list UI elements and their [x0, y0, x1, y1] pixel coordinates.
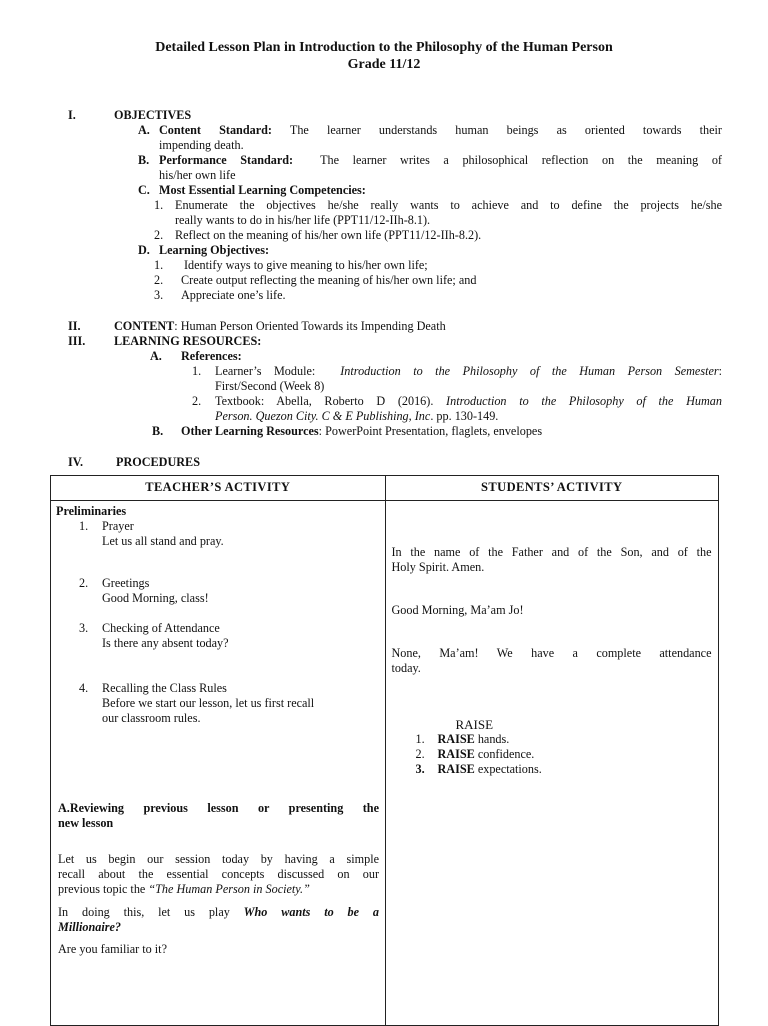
students-activity-cell [385, 501, 719, 1026]
prayer-label: Prayer [102, 519, 134, 533]
learning-objective-2-number: 2. [154, 273, 164, 287]
document-title: Detailed Lesson Plan in Introduction to the Philosophy of the Human Person [155, 40, 613, 55]
reference-1-post: : [718, 364, 723, 378]
students-attendance-2: today. [391, 661, 421, 675]
other-resources-text: : PowerPoint Presentation, flaglets, envelopes [318, 424, 543, 438]
reference-2 [215, 394, 722, 409]
content-standard-text: The learner understands human beings as oriented towards their [289, 123, 722, 137]
references-letter: A. [150, 349, 162, 363]
raise-item-2: RAISE confidence. [437, 747, 535, 761]
students-prayer-2: Holy Spirit. Amen. [391, 560, 485, 574]
reference-1-line2: First/Second (Week 8) [215, 379, 325, 393]
learning-objectives-label: Learning Objectives: [159, 243, 270, 257]
section-i-heading: OBJECTIVES [114, 108, 192, 122]
competency-1-number: 1. [154, 198, 164, 212]
students-attendance-1: None, Ma’am! We have a complete attendance [391, 646, 712, 660]
reference-2-pages: . pp. 130-149. [430, 409, 499, 423]
section-iii-heading: LEARNING RESOURCES: [114, 334, 262, 348]
attendance-question: Is there any absent today? [102, 636, 229, 650]
procedures-table [50, 475, 719, 1026]
competency-2-number: 2. [154, 228, 164, 242]
competency-1-text-2: really wants to do in his/her life (PPT11/12-IIh-8.1). [175, 213, 431, 227]
review-paragraph-1: Let us begin our session today by having a simple [58, 852, 379, 866]
raise-item-1: RAISE hands. [437, 732, 510, 746]
content-label: CONTENT [114, 319, 175, 333]
students-greeting: Good Morning, Ma’am Jo! [391, 603, 524, 617]
teacher-activity-cell [51, 501, 386, 1026]
review-paragraph-3: previous topic the “The Human Person in Society.” [58, 882, 310, 896]
attendance-number: 3. [79, 621, 89, 635]
previous-topic-title: “The Human Person in Society.” [148, 882, 310, 896]
teacher-activity-header: TEACHER’S ACTIVITY [51, 476, 386, 501]
content-line [114, 319, 446, 334]
section-ii-number: II. [68, 319, 81, 333]
learning-objective-3-text: Appreciate one’s life. [181, 288, 286, 302]
greetings-number: 2. [79, 576, 89, 590]
class-rules-label: Recalling the Class Rules [102, 681, 227, 695]
content-standard-label: Content Standard: [159, 123, 272, 137]
review-lesson-heading-2: new lesson [58, 816, 114, 830]
review-paragraph-2: recall about the essential concepts discussed on our [58, 867, 379, 881]
learning-objective-1-text: Identify ways to give meaning to his/her own life; [184, 258, 428, 272]
class-rules-text-2: our classroom rules. [102, 711, 201, 725]
reference-1-number: 1. [192, 364, 202, 378]
objective-a-letter: A. [138, 123, 150, 137]
reference-1-title: Introduction to the Philosophy of the Human Person Semester [340, 364, 719, 378]
raise-heading: RAISE [455, 717, 494, 732]
game-intro: In doing this, let us play Who wants to be a [58, 905, 379, 919]
content-standard [159, 123, 722, 138]
other-resources-line [181, 424, 542, 439]
performance-standard-text: The learner writes a philosophical reflection on the meaning of [320, 153, 722, 167]
learning-objective-2-text: Create output reflecting the meaning of his/her own life; and [181, 273, 477, 287]
review-lesson-heading: A.Reviewing previous lesson or presenting the [58, 801, 379, 815]
preliminaries-heading: Preliminaries [56, 504, 127, 518]
competency-2-text: Reflect on the meaning of his/her own life (PPT11/12-IIh-8.2). [175, 228, 482, 242]
raise-item-1-number: 1. [415, 732, 425, 746]
reference-1 [215, 364, 722, 379]
prayer-number: 1. [79, 519, 89, 533]
objective-d-letter: D. [138, 243, 150, 257]
other-resources-letter: B. [152, 424, 164, 438]
reference-2-publisher: Person. Quezon City. C & E Publishing, Inc [215, 409, 431, 423]
section-iv-heading: PROCEDURES [116, 455, 200, 469]
game-title-2: Millionaire? [58, 920, 121, 934]
section-iii-number: III. [68, 334, 86, 348]
reference-2-title: Introduction to the Philosophy of the Human [446, 394, 722, 408]
students-activity-header: STUDENTS’ ACTIVITY [385, 476, 719, 501]
learning-objective-3-number: 3. [154, 288, 164, 302]
learning-objective-1-number: 1. [154, 258, 164, 272]
section-iv-number: IV. [68, 455, 84, 469]
other-resources-label: Other Learning Resources [181, 424, 319, 438]
references-label: References: [181, 349, 242, 363]
performance-standard [159, 153, 722, 168]
raise-item-2-number: 2. [415, 747, 425, 761]
reference-2-line2 [215, 409, 498, 424]
greetings-label: Greetings [102, 576, 150, 590]
reference-2-pre: Textbook: Abella, Roberto D (2016). [215, 394, 434, 408]
students-prayer-1: In the name of the Father and of the Son, and of the [391, 545, 712, 559]
prayer-instruction: Let us all stand and pray. [102, 534, 224, 548]
attendance-label: Checking of Attendance [102, 621, 220, 635]
game-title: Who wants to be a [243, 905, 379, 919]
content-text: : Human Person Oriented Towards its Impending Death [174, 319, 446, 333]
competency-1-text: Enumerate the objectives he/she really wants to achieve and to define the projects he/she [175, 198, 722, 212]
document-grade: Grade 11/12 [347, 57, 421, 72]
performance-standard-label: Performance Standard: [159, 153, 294, 167]
class-rules-text-1: Before we start our lesson, let us first recall [102, 696, 315, 710]
reference-1-pre: Learner’s Module: [215, 364, 316, 378]
objective-c-letter: C. [138, 183, 150, 197]
raise-item-3: RAISE expectations. [437, 762, 542, 776]
objective-b-letter: B. [138, 153, 150, 167]
section-i-number: I. [68, 108, 76, 122]
content-standard-text-2: impending death. [159, 138, 244, 152]
competencies-label: Most Essential Learning Competencies: [159, 183, 366, 197]
raise-item-3-number: 3. [415, 762, 425, 776]
class-rules-number: 4. [79, 681, 89, 695]
greetings-text: Good Morning, class! [102, 591, 209, 605]
reference-2-number: 2. [192, 394, 202, 408]
familiar-question: Are you familiar to it? [58, 942, 167, 956]
performance-standard-text-2: his/her own life [159, 168, 236, 182]
